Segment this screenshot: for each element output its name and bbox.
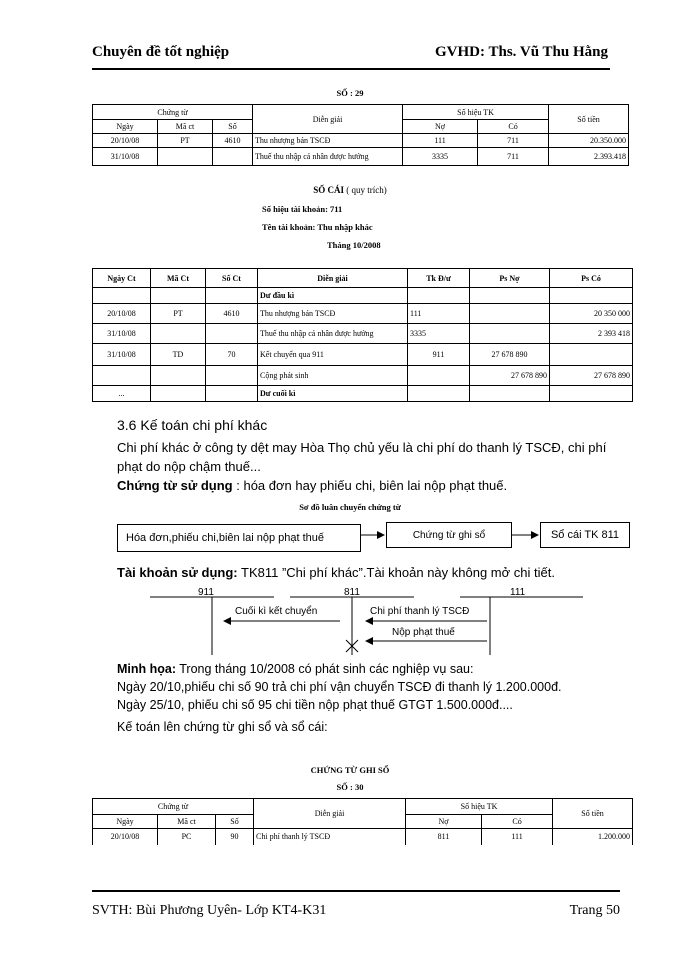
ledger-title-note: ( quy trích) — [346, 185, 387, 195]
col-soct: Số Ct — [206, 269, 258, 288]
cell-co: 711 — [478, 134, 549, 148]
col-sohieutk: Số hiệu TK — [406, 799, 553, 815]
cell-psco: 20 350 000 — [550, 304, 633, 324]
example-line1: Ngày 20/10,phiếu chi số 90 trả chi phí vận chuyển TSCĐ đi thanh lý 1.200.000đ. — [117, 680, 562, 694]
cell-diengiai: Dư cuối kì — [258, 386, 408, 402]
cell-soct: 4610 — [206, 304, 258, 324]
t-account-811-label: 811 — [344, 587, 360, 598]
cell-tkdu: 911 — [408, 344, 470, 366]
cell-diengiai: Dư đầu kì — [258, 288, 408, 304]
cell-diengiai: Thu nhượng bán TSCĐ — [253, 134, 403, 148]
t-label-penalty: Nộp phạt thuế — [392, 627, 455, 638]
col-sohieutk: Số hiệu TK — [403, 105, 549, 120]
col-ngay: Ngày Ct — [93, 269, 151, 288]
cell-ngay: ... — [93, 386, 151, 402]
voucher30-table — [92, 798, 633, 845]
cell-tkdu: 3335 — [408, 324, 470, 344]
col-diengiai: Diễn giải — [258, 269, 408, 288]
col-no: Nợ — [406, 815, 482, 829]
ledger-account-name: Tên tài khoản: Thu nhập khác — [262, 222, 373, 232]
cell-diengiai: Cộng phát sinh — [258, 366, 408, 386]
cell-mact: PT — [151, 304, 206, 324]
voucher30-title: CHỨNG TỪ GHI SỔ — [310, 765, 390, 775]
cell-so: 4610 — [213, 134, 253, 148]
cell-ngay: 20/10/08 — [93, 134, 158, 148]
cell-mact: PC — [158, 829, 216, 845]
accounts-text: TK811 ”Chi phí khác”.Tài khoản này không mở chi tiết. — [237, 565, 555, 580]
col-diengiai: Diễn giải — [253, 105, 403, 134]
ledger-title: SỔ CÁI — [313, 185, 344, 195]
cell-diengiai: Chi phí thanh lý TSCĐ — [254, 829, 406, 845]
cell-no: 111 — [403, 134, 478, 148]
col-sotien: Số tiền — [549, 105, 629, 134]
cell-ngay: 31/10/08 — [93, 148, 158, 166]
cell-diengiai: Kết chuyển qua 911 — [258, 344, 408, 366]
cell-diengiai: Thuế thu nhập cá nhân được hưởng — [258, 324, 408, 344]
col-so: Số — [216, 815, 254, 829]
header-left: Chuyên đề tốt nghiệp — [92, 44, 230, 60]
cell-soct: 70 — [206, 344, 258, 366]
cell-co: 711 — [478, 148, 549, 166]
cell-ngay: 31/10/08 — [93, 344, 151, 366]
col-tkdu: Tk Đ/ư — [408, 269, 470, 288]
section-paragraph: Chi phí khác ở công ty dệt may Hòa Thọ chủ yếu là chi phí do thanh lý TSCĐ, chi phí phạt do nộp chậm thuế... — [117, 440, 607, 474]
cell-psno: 27 678 890 — [470, 344, 550, 366]
t-label-disposal: Chi phí thanh lý TSCĐ — [370, 606, 470, 617]
cell-co: 111 — [482, 829, 553, 845]
cell-no: 811 — [406, 829, 482, 845]
ledger-account-no: Số hiệu tài khoản: 711 — [262, 204, 343, 214]
cell-so: 90 — [216, 829, 254, 845]
cell-ngay: 20/10/08 — [93, 304, 151, 324]
example-line3: Kế toán lên chứng từ ghi sổ và sổ cái: — [117, 720, 328, 734]
docs-text: : hóa đơn hay phiếu chi, biên lai nộp phạt thuế. — [232, 478, 508, 493]
flow-box-invoice: Hóa đơn,phiếu chi,biên lai nộp phạt thuế — [117, 524, 361, 552]
cell-tkdu: 111 — [408, 304, 470, 324]
cell-psco: 2 393 418 — [550, 324, 633, 344]
col-no: Nợ — [403, 120, 478, 134]
cell-mact: PT — [158, 134, 213, 148]
docs-label: Chứng từ sử dụng — [117, 478, 233, 493]
ledger-month: Tháng 10/2008 — [327, 240, 381, 250]
col-diengiai: Diễn giải — [254, 799, 406, 829]
example-line2: Ngày 25/10, phiếu chi số 95 chi tiền nộp phạt thuế GTGT 1.500.000đ.... — [117, 698, 513, 712]
cell-sotien: 20.350.000 — [549, 134, 629, 148]
col-sotien: Số tiền — [553, 799, 633, 829]
example-text: Trong tháng 10/2008 có phát sinh các nghiệp vụ sau: — [176, 662, 474, 676]
col-chungtu: Chứng từ — [93, 105, 253, 120]
flow-box-ledger: Sổ cái TK 811 — [540, 522, 630, 548]
col-ngay: Ngày — [93, 815, 158, 829]
cell-no: 3335 — [403, 148, 478, 166]
accounts-line — [117, 565, 555, 580]
col-psno: Ps Nợ — [470, 269, 550, 288]
example-line — [117, 662, 473, 676]
t-label-closing: Cuối kì kết chuyển — [235, 606, 318, 617]
col-mact: Mã Ct — [151, 269, 206, 288]
voucher29-number: SỐ : 29 — [336, 88, 364, 98]
col-ngay: Ngày — [93, 120, 158, 134]
cell-diengiai: Thuế thu nhập cá nhân được hưởng — [253, 148, 403, 166]
cell-psco: 27 678 890 — [550, 366, 633, 386]
cell-sotien: 2.393.418 — [549, 148, 629, 166]
footer-rule — [92, 890, 620, 892]
col-psco: Ps Có — [550, 269, 633, 288]
table-row — [93, 829, 633, 845]
col-co: Có — [478, 120, 549, 134]
cell-diengiai: Thu nhượng bán TSCĐ — [258, 304, 408, 324]
section-heading: 3.6 Kế toán chi phí khác — [117, 417, 268, 433]
accounts-label: Tài khoản sử dụng: — [117, 565, 238, 580]
footer-right: Trang 50 — [569, 903, 620, 918]
cell-ngay: 31/10/08 — [93, 324, 151, 344]
example-label: Minh họa: — [117, 662, 177, 676]
col-co: Có — [482, 815, 553, 829]
cell-sotien: 1.200.000 — [553, 829, 633, 845]
flow-box-voucher: Chứng từ ghi sổ — [386, 522, 512, 548]
voucher30-number: SỐ : 30 — [336, 782, 364, 792]
footer-left: SVTH: Bùi Phương Uyên- Lớp KT4-K31 — [92, 903, 327, 918]
col-chungtu: Chứng từ — [93, 799, 254, 815]
cell-mact: TD — [151, 344, 206, 366]
flow-title: Sơ đồ luân chuyển chứng từ — [299, 502, 401, 512]
t-account-111-label: 111 — [510, 587, 526, 598]
col-so: Số — [213, 120, 253, 134]
cell-psno: 27 678 890 — [470, 366, 550, 386]
col-mact: Mã ct — [158, 120, 213, 134]
header-right: GVHD: Ths. Vũ Thu Hằng — [435, 44, 608, 60]
cell-ngay: 20/10/08 — [93, 829, 158, 845]
col-mact: Mã ct — [158, 815, 216, 829]
t-account-911-label: 911 — [198, 587, 214, 598]
